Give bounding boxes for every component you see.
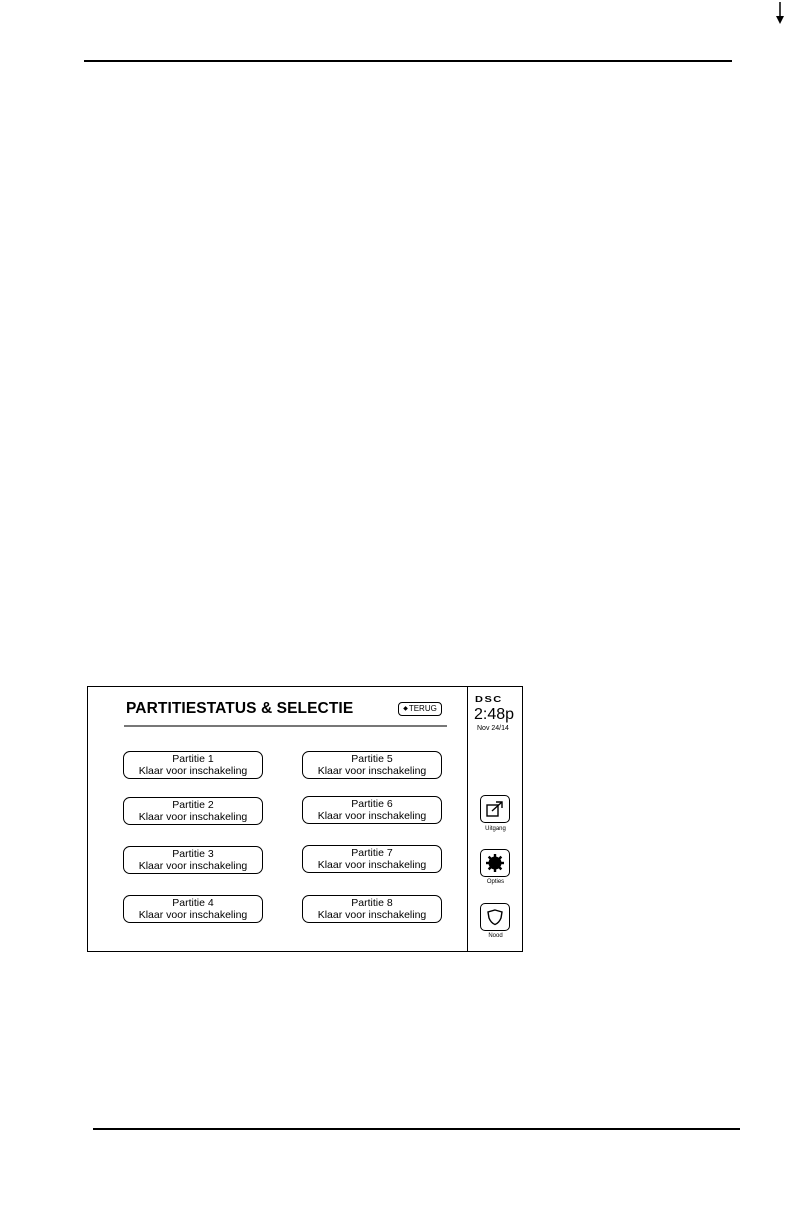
partition-status: Klaar voor inschakeling bbox=[317, 809, 427, 822]
corner-arrow-icon bbox=[774, 2, 786, 26]
partition-name: Partitie 2 bbox=[172, 799, 214, 811]
shield-icon bbox=[486, 908, 504, 926]
partition-status: Klaar voor inschakeling bbox=[138, 764, 248, 777]
main-panel bbox=[88, 687, 468, 951]
exit-button[interactable] bbox=[480, 795, 510, 823]
partition-6-button[interactable] bbox=[302, 796, 442, 824]
options-label: Opties bbox=[486, 879, 505, 885]
partition-status: Klaar voor inschakeling bbox=[138, 908, 248, 921]
partition-1-button[interactable] bbox=[123, 751, 263, 779]
partition-5-button[interactable] bbox=[302, 751, 442, 779]
sidebar bbox=[467, 687, 523, 951]
partition-status: Klaar voor inschakeling bbox=[138, 859, 248, 872]
partition-name: Partitie 7 bbox=[351, 847, 393, 859]
partition-name: Partitie 4 bbox=[172, 897, 214, 909]
back-button-label: TERUG bbox=[408, 704, 437, 713]
partition-status: Klaar voor inschakeling bbox=[317, 858, 427, 871]
partition-7-button[interactable] bbox=[302, 845, 442, 873]
partition-8-button[interactable] bbox=[302, 895, 442, 923]
partition-name: Partitie 5 bbox=[351, 753, 393, 765]
clock-time: 2:48p bbox=[474, 706, 515, 723]
options-button[interactable] bbox=[480, 849, 510, 877]
clock-date: Nov 24/14 bbox=[477, 725, 509, 732]
header-rule bbox=[84, 60, 732, 62]
back-arrow-icon: ◆ bbox=[403, 706, 408, 712]
partition-status: Klaar voor inschakeling bbox=[317, 908, 427, 921]
footer-rule bbox=[93, 1128, 740, 1130]
exit-label: Uitgang bbox=[485, 826, 506, 832]
page-title: PARTITIESTATUS & SELECTIE bbox=[126, 700, 354, 717]
gear-icon bbox=[485, 853, 505, 873]
partition-status: Klaar voor inschakeling bbox=[317, 764, 427, 777]
back-button[interactable] bbox=[398, 702, 442, 716]
partition-3-button[interactable] bbox=[123, 846, 263, 874]
partition-name: Partitie 3 bbox=[172, 848, 214, 860]
partition-4-button[interactable] bbox=[123, 895, 263, 923]
partition-status: Klaar voor inschakeling bbox=[138, 810, 248, 823]
partition-name: Partitie 6 bbox=[351, 798, 393, 810]
keypad-screen bbox=[87, 686, 523, 952]
emergency-button[interactable] bbox=[480, 903, 510, 931]
partition-name: Partitie 1 bbox=[172, 753, 214, 765]
partition-name: Partitie 8 bbox=[351, 897, 393, 909]
title-divider bbox=[124, 725, 447, 727]
partition-2-button[interactable] bbox=[123, 797, 263, 825]
exit-arrow-icon bbox=[485, 800, 505, 818]
emergency-label: Nood bbox=[488, 933, 503, 939]
brand-logo: DSC bbox=[475, 695, 503, 704]
